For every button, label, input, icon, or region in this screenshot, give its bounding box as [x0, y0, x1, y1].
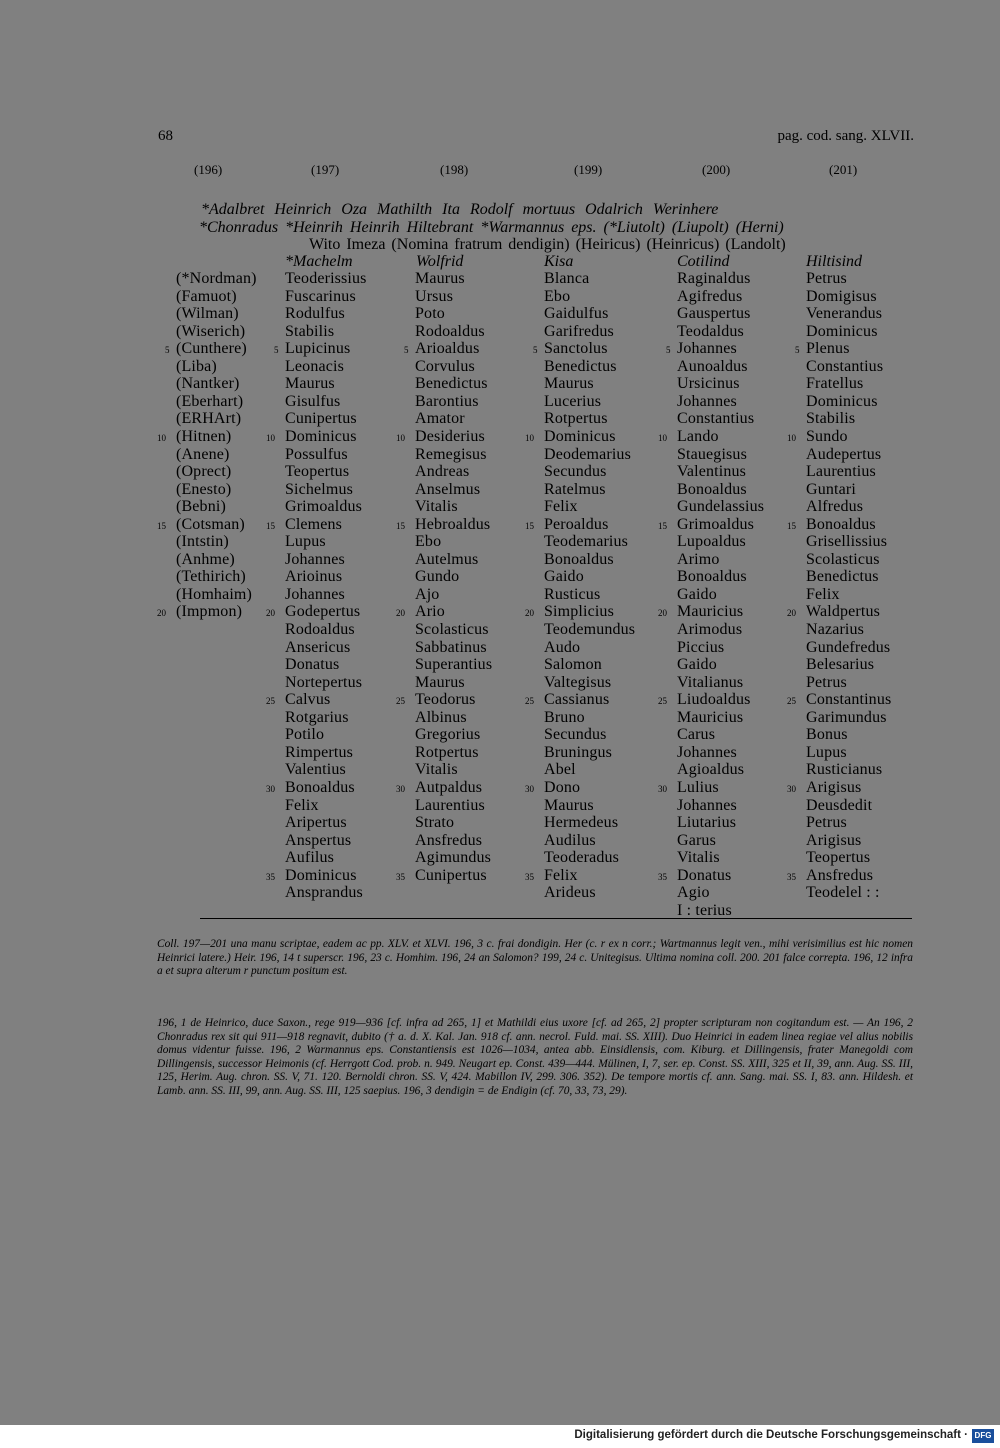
name-entry: Lupicinus [285, 340, 351, 358]
line-number: 30 [266, 783, 275, 794]
name-entry: Donatus [677, 866, 732, 884]
line-number: 20 [525, 608, 534, 619]
name-entry: Johannes [677, 796, 737, 814]
name-entry: Lulius [677, 778, 719, 796]
name-entry: Albinus [415, 708, 467, 726]
name-entry: Corvulus [415, 357, 475, 375]
name-entry: Agioaldus [677, 761, 745, 779]
column-number: (200) [702, 162, 731, 177]
name-entry: Poto [415, 305, 445, 323]
name-entry: Johannes [677, 743, 737, 761]
name-entry: Arigisus [806, 831, 862, 849]
name-entry: Vitalianus [677, 673, 744, 691]
name-entry: Aunoaldus [677, 357, 748, 375]
name-entry: Rimpertus [285, 743, 354, 761]
name-entry: (Eberhart) [176, 392, 244, 410]
line-number: 25 [396, 696, 405, 707]
line-number: 35 [787, 871, 796, 882]
line-number: 5 [165, 345, 170, 356]
name-entry: Bonoaldus [677, 568, 747, 586]
column-heading: Kisa [544, 253, 574, 270]
name-entry: (Hitnen) [176, 427, 232, 445]
name-entry: Gundefredus [806, 638, 891, 656]
name-entry: Carus [677, 726, 716, 744]
name-entry: Strato [415, 814, 455, 832]
name-entry: Felix [544, 498, 578, 516]
name-entry: (Oprect) [176, 463, 232, 481]
name-entry: Fratellus [806, 375, 864, 393]
name-entry: Sabbatinus [415, 638, 487, 656]
name-entry: Cunipertus [285, 410, 357, 428]
name-entry: Grimoaldus [285, 498, 363, 516]
name-entry: Maurus [415, 673, 465, 691]
name-entry: (Famuot) [176, 287, 237, 305]
line-number: 5 [666, 345, 671, 356]
line-number: 25 [525, 696, 534, 707]
name-entry: (Nantker) [176, 375, 240, 393]
column-heading: Cotilind [677, 253, 730, 270]
line-number: 15 [157, 520, 166, 531]
line-number: 5 [274, 345, 279, 356]
line-number: 5 [795, 345, 800, 356]
line-number: 20 [396, 608, 405, 619]
name-entry: Ursicinus [677, 375, 740, 393]
name-entry: Deusdedit [806, 796, 873, 814]
name-entry: Teoderadus [544, 849, 620, 867]
line-number: 20 [787, 608, 796, 619]
name-entry: Arioinus [285, 568, 343, 586]
name-entry: Ebo [415, 533, 442, 551]
name-entry: Gaido [677, 656, 717, 674]
name-entry: Simplicius [544, 603, 614, 621]
dfg-logo-icon: DFG [972, 1429, 994, 1443]
name-entry: Johannes [677, 340, 737, 358]
name-entry: Teodelel : : [806, 884, 880, 902]
name-entry: Petrus [806, 673, 847, 691]
line-number: 10 [658, 432, 667, 443]
running-head: pag. cod. sang. XLVII. [777, 128, 914, 144]
name-entry: Laurentius [806, 463, 876, 481]
historical-notes: 196, 1 de Heinrico, duce Saxon., rege 919—936 [cf. infra ad 265, 1] et Mathildi eius uxore [cf. ad 265, 2] propter scripturam non cogitandum est. — An 196, 2 Chonradus rex sit qui 911—918 regnavit, dubito († a. d. X. Kal. Jan. 918 cf. ann. necrol. Fuld. mai. SS. XIII). Duo Heinrici in eadem linea regiae vel alius nobilis domus videntur fuisse. 196, 2 Warmannus eps. Constantiensis est 1026—1034, antea abb. Einsidlensis, com. Kiburg. et Dillingensis, frater Manegoldi com Dillingensis, successor Heimonis (cf. Herrgott Cod. prob. n. 949. Neugart ep. Const. 439—444. Mülinen, I, 7, ser. ep. Const. SS. XIII, 325 et II, 39, ann. Aug. SS. III, 125, Herim. Aug. chron. SS. V, 71. 120. Bernoldi chron. SS. V, 424. Mabillon IV, 299. 306. 352). De tempore mortis cf. ann. Sang. mai. SS. I, 83. ann. Hildesh. et Lamb. ann. SS. III, 99, ann. Aug. SS. III, 125 saepius. 196, 3 dendigin = de Endigin (cf. 70, 33, 73, 29). [157, 1017, 913, 1097]
name-entry: Vitalis [677, 849, 720, 867]
name-entry: Hermedeus [544, 814, 619, 832]
name-entry: Cassianus [544, 691, 610, 709]
line-number: 10 [787, 432, 796, 443]
name-entry: Andreas [415, 463, 470, 481]
name-entry: Teoderissius [285, 270, 367, 287]
name-entry: Deodemarius [544, 445, 631, 463]
name-entry: Guntari [806, 480, 856, 498]
name-entry: Scolasticus [415, 621, 489, 638]
line-number: 20 [157, 608, 166, 619]
name-entry: Potilo [285, 726, 325, 744]
name-entry: Johannes [285, 550, 345, 568]
name-entry: Godepertus [285, 603, 361, 621]
name-entry: Raginaldus [677, 270, 751, 287]
name-entry: Arigisus [806, 778, 862, 796]
name-entry: Ansericus [285, 638, 351, 656]
name-entry: Leonacis [285, 357, 344, 375]
page-number: 68 [158, 128, 173, 144]
line-number: 35 [525, 871, 534, 882]
line-number: 25 [658, 696, 667, 707]
name-entry: Salomon [544, 656, 602, 674]
name-entry: Dominicus [806, 322, 878, 340]
name-entry: (Enesto) [176, 480, 232, 498]
name-entry: Remegisus [415, 445, 487, 463]
name-entry: Teodemarius [544, 533, 629, 551]
footer-text: Digitalisierung gefördert durch die Deutsche Forschungsgemeinschaft · [574, 1429, 968, 1441]
header-line: *Adalbret Heinrich Oza Mathilth Ita Rodolf mortuus Odalrich Werinhere [201, 201, 719, 218]
name-entry: (Liba) [176, 357, 217, 375]
line-number: 35 [658, 871, 667, 882]
name-entry: Barontius [415, 392, 479, 410]
name-entry: Autpaldus [415, 778, 483, 796]
name-entry: (Cunthere) [176, 340, 247, 358]
name-entry: (Wiserich) [176, 322, 246, 340]
column-heading: Wolfrid [416, 253, 464, 270]
name-entry: Gaidulfus [544, 305, 609, 323]
name-entry: Vitalis [415, 761, 458, 779]
name-entry: Bonoaldus [806, 515, 876, 533]
name-entry: Gregorius [415, 726, 481, 744]
name-entry: Bonoaldus [677, 480, 747, 498]
name-entry: Petrus [806, 270, 847, 287]
name-entry: Abel [544, 761, 576, 779]
name-entry: Vitalis [415, 498, 458, 516]
line-number: 30 [396, 783, 405, 794]
name-entry: Ajo [415, 585, 440, 603]
column-number: (199) [574, 162, 603, 177]
line-number: 15 [396, 520, 405, 531]
name-entry: Teopertus [285, 463, 350, 481]
name-entry: Valtegisus [544, 673, 612, 691]
name-entry: Venerandus [806, 305, 883, 323]
name-entry: Rodulfus [285, 305, 345, 323]
line-number: 10 [157, 432, 166, 443]
name-entry: Blanca [544, 270, 590, 287]
name-entry: Lupus [806, 743, 847, 761]
name-entry: Rotpertus [415, 743, 479, 761]
name-entry: (ERHArt) [176, 410, 242, 428]
name-entry: Bonus [806, 726, 848, 744]
name-entry: Lucerius [544, 392, 602, 410]
name-entry: Rotgarius [285, 708, 349, 726]
name-entry: Rotpertus [544, 410, 608, 428]
name-entry: Lupus [285, 533, 326, 551]
column-number: (198) [440, 162, 469, 177]
column-number: (201) [829, 162, 858, 177]
line-number: 15 [658, 520, 667, 531]
name-entry: Ansfredus [415, 831, 483, 849]
name-entry: Mauricius [677, 708, 744, 726]
name-entry: Audepertus [806, 445, 882, 463]
name-entry: Stauegisus [677, 445, 747, 463]
name-entry: Laurentius [415, 796, 485, 814]
name-entry: Johannes [285, 585, 345, 603]
name-entry: Agimundus [415, 849, 492, 867]
line-number: 15 [787, 520, 796, 531]
line-number: 5 [404, 345, 409, 356]
name-entry: Aripertus [285, 814, 347, 832]
name-entry: Anspertus [285, 831, 352, 849]
column-number: (197) [311, 162, 340, 177]
name-entry: Maurus [415, 270, 465, 287]
name-entry: Liutarius [677, 814, 737, 832]
name-entry: Domigisus [806, 287, 877, 305]
name-entry: Agio [677, 884, 710, 902]
name-entry: Lupoaldus [677, 533, 746, 551]
name-entry: Desiderius [415, 427, 485, 445]
name-entry: Johannes [677, 392, 737, 410]
name-entry: Calvus [285, 691, 331, 709]
name-entry: Stabilis [806, 410, 856, 428]
name-entry: Ursus [415, 287, 454, 305]
name-entry: Rodoaldus [285, 621, 355, 638]
name-entry: Constantinus [806, 691, 892, 709]
name-entry: Autelmus [415, 550, 479, 568]
line-number: 30 [787, 783, 796, 794]
name-entry: (Intstin) [176, 533, 229, 551]
name-entry: Hebroaldus [415, 515, 491, 533]
name-entry: Mauricius [677, 603, 744, 621]
line-number: 20 [266, 608, 275, 619]
line-number: 30 [525, 783, 534, 794]
name-entry: Rodoaldus [415, 322, 485, 340]
name-entry: Clemens [285, 515, 343, 533]
name-entry: Garus [677, 831, 716, 849]
name-entry: Gauspertus [677, 305, 751, 323]
name-entry: Ansfredus [806, 866, 874, 884]
name-entry: Dominicus [544, 427, 616, 445]
table-bottom-rule [200, 918, 912, 919]
name-entry: Audo [544, 638, 581, 656]
name-entry: Maurus [285, 375, 335, 393]
name-entry: Teodaldus [677, 322, 744, 340]
name-entry: Felix [544, 866, 578, 884]
name-entry: Piccius [677, 638, 725, 656]
name-entry: Rusticus [544, 585, 601, 603]
name-entry: (Wilman) [176, 305, 239, 323]
name-entry: Felix [806, 585, 840, 603]
name-entry: Valentinus [677, 463, 747, 481]
name-entry: Bruningus [544, 743, 613, 761]
name-entry: Aufilus [285, 849, 335, 867]
name-entry: Superantius [415, 656, 493, 674]
name-entry: Constantius [806, 357, 884, 375]
name-entry: Possulfus [285, 445, 348, 463]
name-entry: I : terius [677, 901, 732, 919]
line-number: 10 [396, 432, 405, 443]
name-entry: Valentius [285, 761, 346, 779]
line-number: 35 [266, 871, 275, 882]
column-number: (196) [194, 162, 223, 177]
line-number: 15 [266, 520, 275, 531]
line-number: 20 [658, 608, 667, 619]
name-entry: Secundus [544, 726, 607, 744]
name-entry: Arimo [677, 550, 720, 568]
name-entry: (Bebni) [176, 498, 226, 516]
name-entry: Agifredus [677, 287, 743, 305]
line-number: 25 [266, 696, 275, 707]
name-entry: Audilus [544, 831, 596, 849]
name-entry: Gundo [415, 568, 460, 586]
name-entry: Arideus [544, 884, 596, 902]
name-entry: Benedictus [415, 375, 488, 393]
name-entry: Benedictus [544, 357, 617, 375]
header-line: *Chonradus *Heinrih Heinrih Hiltebrant *Warmannus eps. (*Liutolt) (Liupolt) (Herni) [199, 219, 784, 236]
name-entry: (Cotsman) [176, 515, 245, 533]
name-entry: Gisulfus [285, 392, 341, 410]
name-entry: Teodorus [415, 691, 476, 709]
name-entry: Bonoaldus [285, 778, 355, 796]
line-number: 10 [266, 432, 275, 443]
name-entry: Bruno [544, 708, 585, 726]
line-number: 30 [658, 783, 667, 794]
name-entry: (Anhme) [176, 550, 235, 568]
name-entry: Dominicus [285, 866, 357, 884]
critical-apparatus: Coll. 197—201 una manu scriptae, eadem ac pp. XLV. et XLVI. 196, 3 c. frai dondigin. Her (c. r ex n corr.; Wartmannus legit ven., mihi verisimilius est hic nomen Heinrici latere.) Heir. 196, 14 t superscr. 196, 23 c. Homhim. 196, 24 an Salomon? 199, 24 c. Unitegisus. Ultima nomina coll. 200. 201 falce correpta. 196, 12 infra a et supra alterum r punctum positum est. [157, 938, 913, 978]
name-entry: Ebo [544, 287, 571, 305]
name-entry: Constantius [677, 410, 755, 428]
name-entry: Garimundus [806, 708, 887, 726]
name-entry: Alfredus [806, 498, 864, 516]
name-entry: Teopertus [806, 849, 871, 867]
name-entry: Sanctolus [544, 340, 608, 358]
name-entry: Sichelmus [285, 480, 354, 498]
name-entry: Stabilis [285, 322, 335, 340]
name-entry: Ansprandus [285, 884, 363, 902]
name-entry: Arimodus [677, 621, 743, 638]
name-entry: Liudoaldus [677, 691, 751, 709]
name-entry: Lando [677, 427, 719, 445]
name-entry: Maurus [544, 796, 594, 814]
name-entry: Grimoaldus [677, 515, 755, 533]
column-heading: *Machelm [285, 253, 353, 270]
name-entry: Nortepertus [285, 673, 363, 691]
name-entry: (Homhaim) [176, 585, 252, 603]
name-entry: Anselmus [415, 480, 481, 498]
name-entry: Fuscarinus [285, 287, 356, 305]
footer-bar [0, 1425, 1000, 1448]
name-entry: (Anene) [176, 445, 230, 463]
name-entry: Dono [544, 778, 581, 796]
name-entry: (Tethirich) [176, 568, 246, 586]
name-entry: Arioaldus [415, 340, 480, 358]
name-entry: Waldpertus [806, 603, 880, 621]
name-entry: Ario [415, 603, 445, 621]
name-entry: Scolasticus [806, 550, 880, 568]
name-entry: (*Nordman) [176, 270, 257, 287]
name-entry: Belesarius [806, 656, 875, 674]
line-number: 5 [533, 345, 538, 356]
name-entry: Gaido [544, 568, 584, 586]
name-entry: Petrus [806, 814, 847, 832]
name-entry: Benedictus [806, 568, 879, 586]
name-entry: Gaido [677, 585, 717, 603]
name-entry: Rusticianus [806, 761, 883, 779]
name-entry: Donatus [285, 656, 340, 674]
name-entry: Plenus [806, 340, 850, 358]
name-entry: Teodemundus [544, 621, 636, 638]
name-entry: Secundus [544, 463, 607, 481]
line-number: 15 [525, 520, 534, 531]
name-entry: Maurus [544, 375, 594, 393]
name-entry: Ratelmus [544, 480, 606, 498]
name-entry: Grisellissius [806, 533, 888, 551]
name-entry: Dominicus [285, 427, 357, 445]
line-number: 25 [787, 696, 796, 707]
name-entry: Nazarius [806, 621, 865, 638]
name-entry: Amator [415, 410, 465, 428]
header-line: Wito Imeza (Nomina fratrum dendigin) (Heiricus) (Heinricus) (Landolt) [309, 236, 786, 253]
line-number: 35 [396, 871, 405, 882]
name-entry: Dominicus [806, 392, 878, 410]
name-entry: Sundo [806, 427, 848, 445]
line-number: 10 [525, 432, 534, 443]
name-entry: (Impmon) [176, 603, 243, 621]
name-entry: Cunipertus [415, 866, 487, 884]
column-heading: Hiltisind [806, 253, 863, 270]
name-entry: Garifredus [544, 322, 614, 340]
name-entry: Gundelassius [677, 498, 765, 516]
name-entry: Bonoaldus [544, 550, 614, 568]
name-entry: Felix [285, 796, 319, 814]
name-entry: Peroaldus [544, 515, 609, 533]
